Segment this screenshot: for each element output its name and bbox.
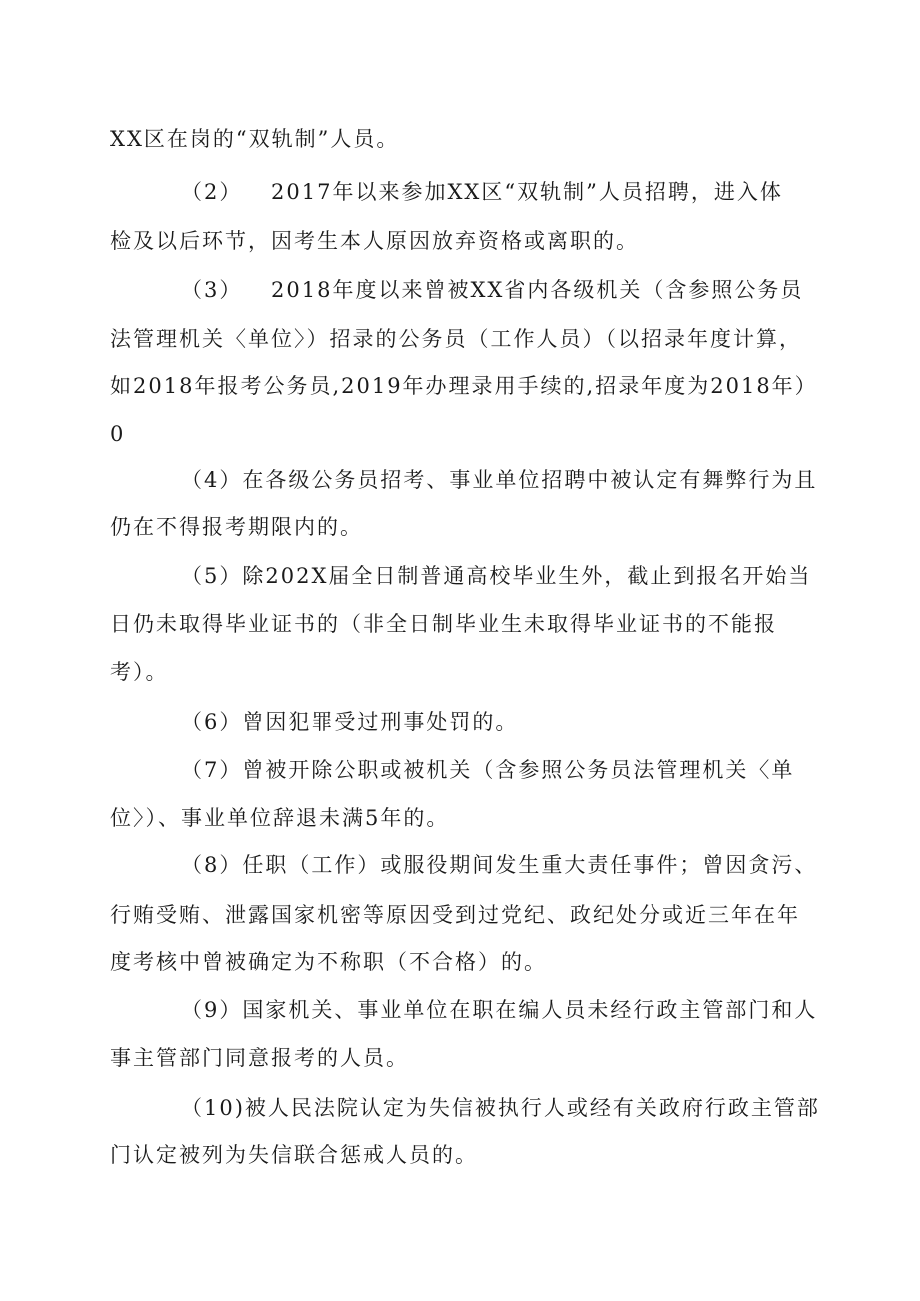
text-line: 行贿受贿、泄露国家机密等原因受到过党纪、政纪处分或近三年在年 [110, 903, 800, 927]
item-3-line [181, 276, 803, 304]
text-line: 检及以后环节，因考生本人原因放弃资格或离职的。 [110, 229, 639, 253]
text-line: 位〉）、事业单位辞退未满5年的。 [110, 806, 450, 830]
item-2-line [181, 178, 783, 206]
text-line: 仍在不得报考期限内的。 [110, 515, 363, 539]
item-9-line: （9）国家机关、事业单位在职在编人员未经行政主管部门和人 [181, 998, 818, 1022]
text-line: 日仍未取得毕业证书的（非全日制毕业生未取得毕业证书的不能报 [110, 612, 777, 636]
text-line: 门认定被列为失信联合惩戒人员的。 [110, 1143, 478, 1167]
item-number: （2） [181, 180, 243, 204]
text-line: 事主管部门同意报考的人员。 [110, 1046, 409, 1070]
item-number: （3） [181, 278, 243, 302]
item-text: 2018年度以来曾被XX省内各级机关（含参照公务员 [271, 278, 804, 302]
item-text: 2017年以来参加XX区“双轨制”人员招聘，进入体 [271, 180, 783, 204]
item-6-line: （6）曾因犯罪受过刑事处罚的。 [181, 710, 519, 734]
text-line: XX区在岗的“双轨制”人员。 [110, 127, 400, 151]
text-line: 如2018年报考公务员,2019年办理录用手续的,招录年度为2018年） [110, 374, 818, 398]
text-line: 度考核中曾被确定为不称职（不合格）的。 [110, 950, 547, 974]
item-7-line: （7）曾被开除公职或被机关（含参照公务员法管理机关〈单 [181, 758, 795, 782]
text-line: 法管理机关〈单位〉）招录的公务员（工作人员）（以招录年度计算， [110, 327, 802, 351]
item-4-line: （4）在各级公务员招考、事业单位招聘中被认定有舞弊行为且 [181, 468, 818, 492]
item-8-line: （8）任职（工作）或服役期间发生重大责任事件；曾因贪污、 [181, 853, 818, 877]
item-5-line: （5）除202X届全日制普通高校毕业生外，截止到报名开始当 [181, 564, 812, 588]
text-line: 0 [110, 422, 126, 446]
text-line: 考）。 [110, 660, 169, 684]
item-10-line: （10)被人民法院认定为失信被执行人或经有关政府行政主管部 [181, 1096, 820, 1120]
